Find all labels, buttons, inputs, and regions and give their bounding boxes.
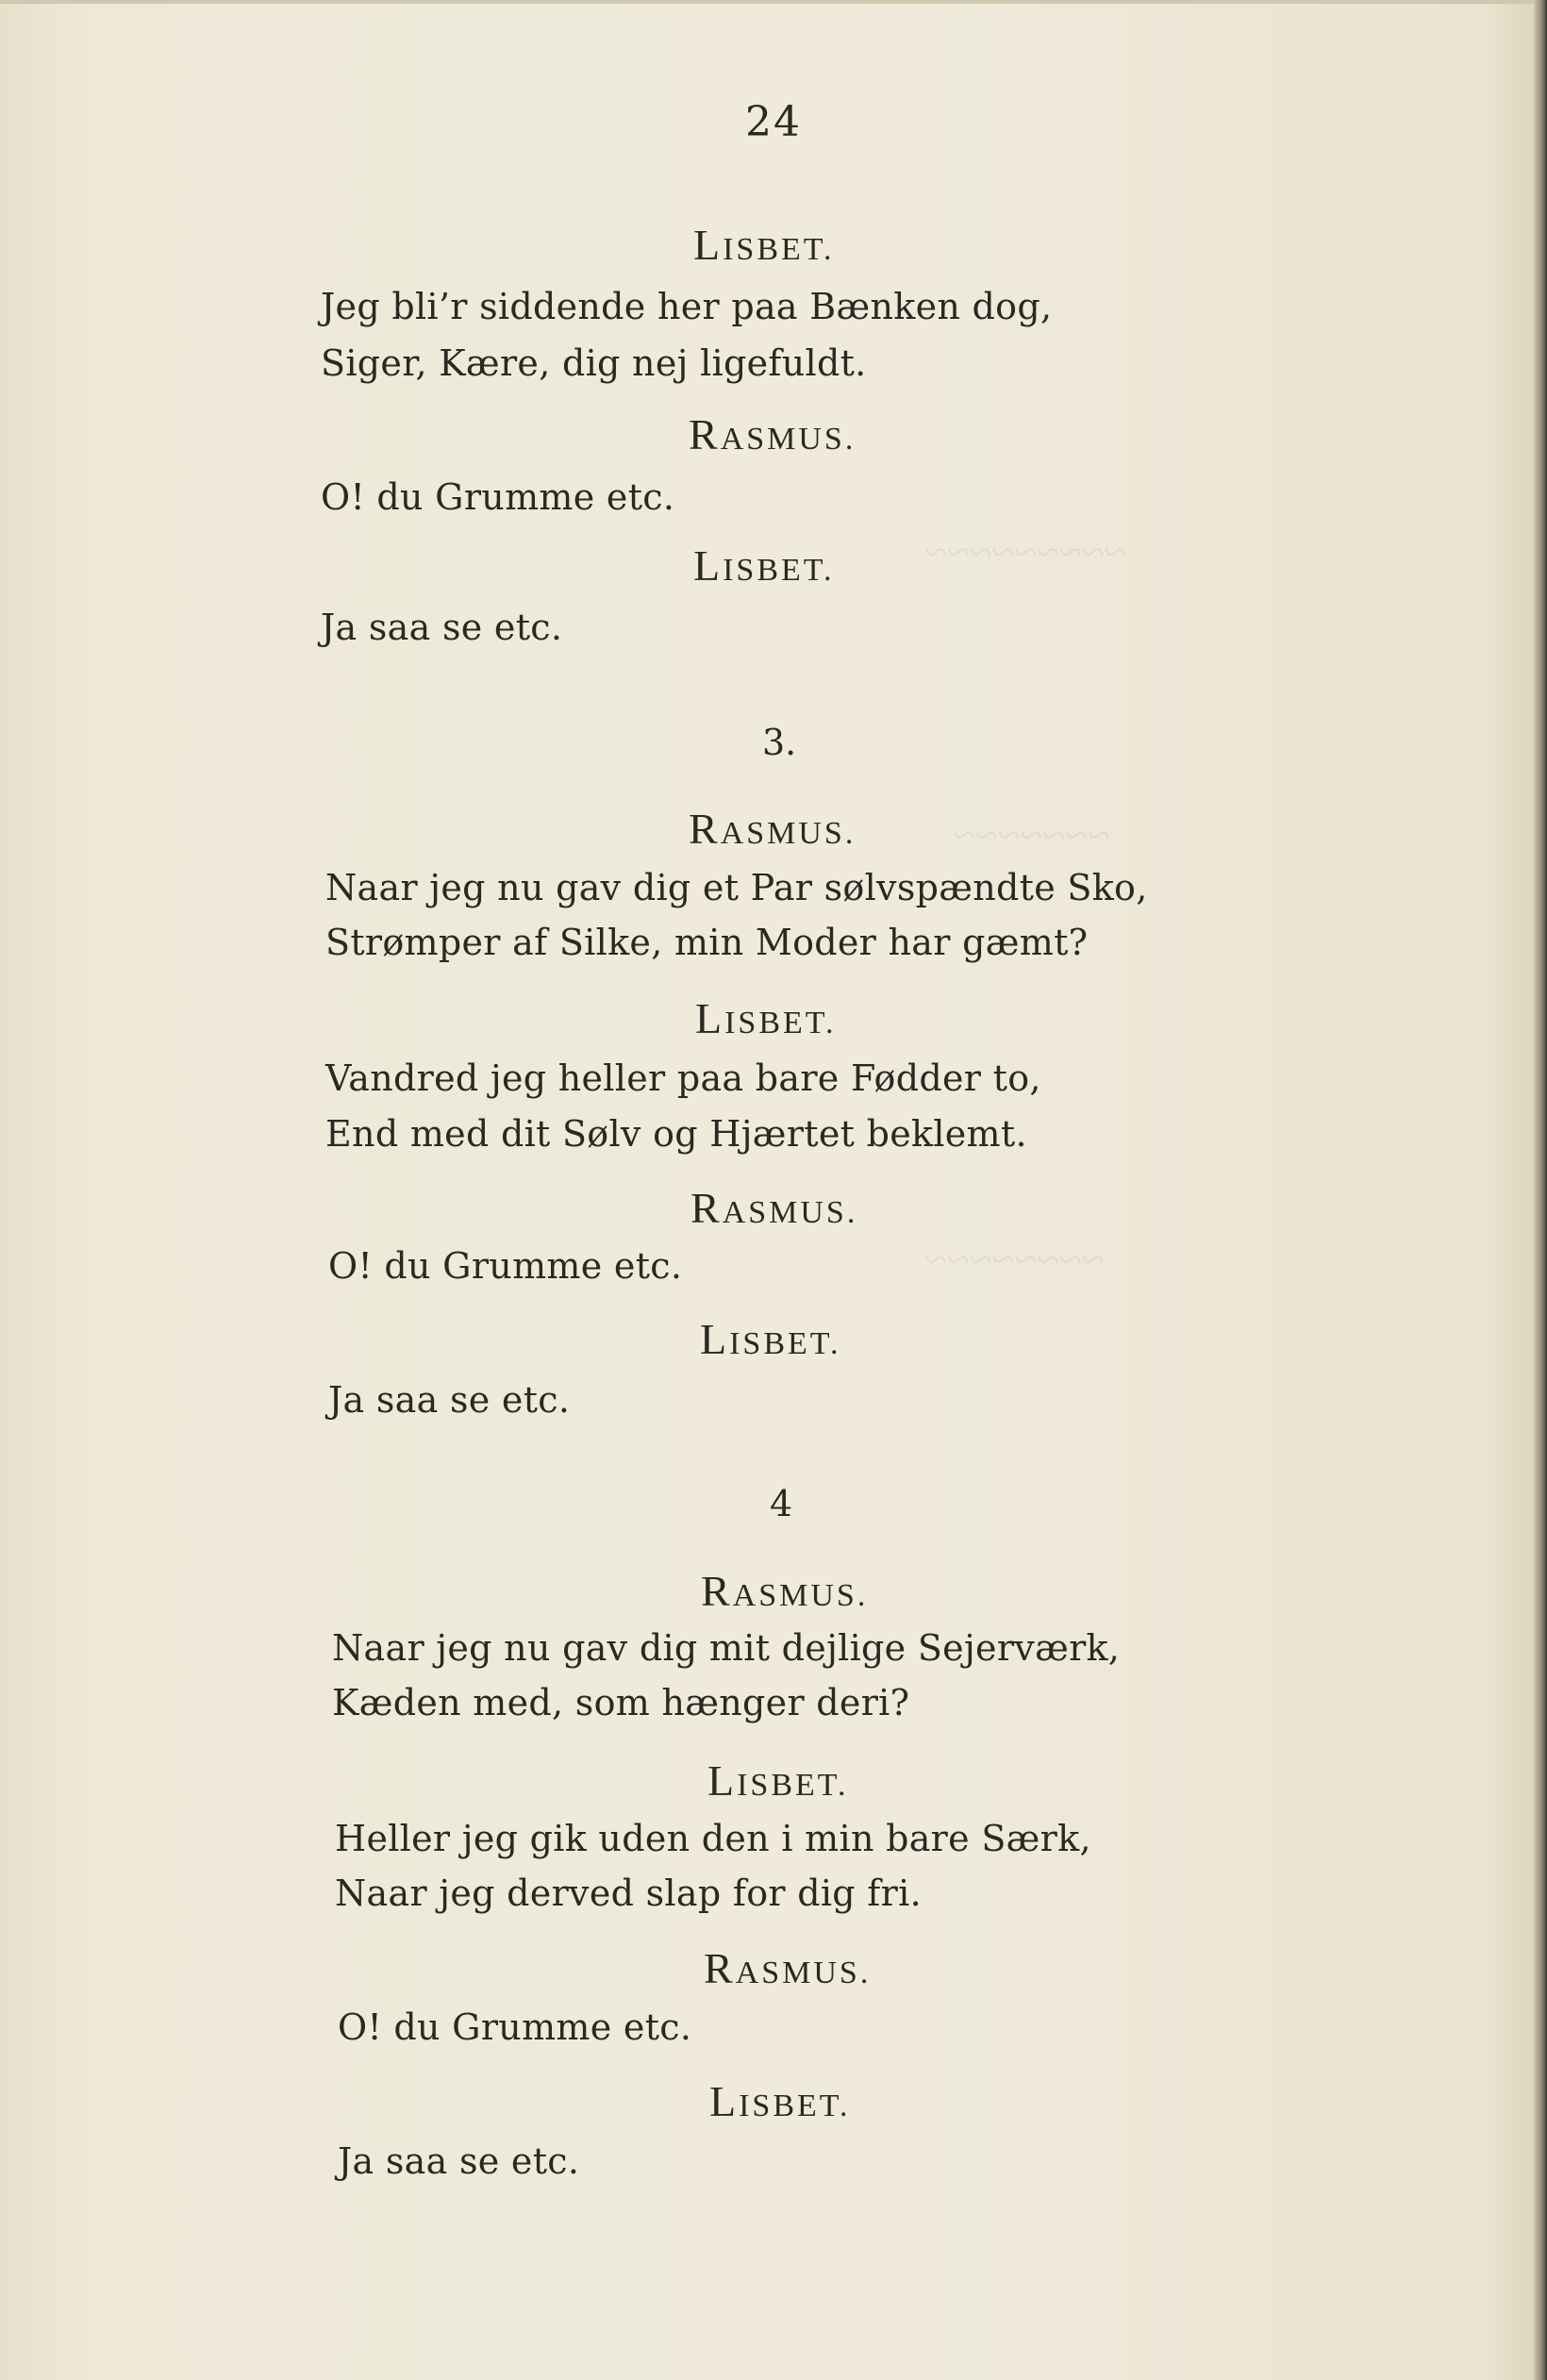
speaker-heading — [700, 1315, 841, 1363]
speaker-rest: ISBET. — [723, 232, 835, 267]
speaker-heading — [707, 1756, 849, 1805]
speaker-heading — [695, 994, 837, 1042]
speaker-heading — [701, 1567, 869, 1615]
speaker-heading — [690, 1184, 858, 1232]
verse-line: Naar jeg derved slap for dig fri. — [335, 1872, 922, 1914]
speaker-rest: ISBET. — [729, 1326, 841, 1361]
verse-line: Jeg bli’r siddende her paa Bænken dog, — [321, 286, 1053, 327]
verse-line: Ja saa se etc. — [338, 2140, 580, 2182]
speaker-initial: R — [689, 805, 721, 853]
verse-line: Naar jeg nu gav dig mit dejlige Sejerværk, — [332, 1627, 1121, 1669]
speaker-heading — [689, 410, 857, 458]
page-number: 24 — [745, 98, 802, 146]
stanza-number: 3. — [762, 722, 797, 763]
speaker-initial: R — [690, 1184, 723, 1232]
speaker-initial: R — [701, 1567, 733, 1615]
verse-line: Vandred jeg heller paa bare Fødder to, — [325, 1057, 1041, 1099]
speaker-heading — [693, 221, 835, 269]
verse-line: Heller jeg gik uden den i min bare Særk, — [335, 1818, 1091, 1859]
verse-line: O! du Grumme etc. — [328, 1245, 683, 1287]
verse-line: Ja saa se etc. — [321, 607, 563, 648]
speaker-heading — [704, 1944, 872, 1992]
speaker-rest: ISBET. — [724, 1006, 837, 1040]
speaker-initial: L — [709, 2077, 740, 2125]
speaker-initial: L — [695, 994, 725, 1042]
speaker-rest: ASMUS. — [732, 1578, 869, 1613]
speaker-initial: L — [693, 541, 724, 590]
verse-line: O! du Grumme etc. — [321, 476, 675, 518]
speaker-rest: ISBET. — [737, 1768, 849, 1803]
verse-line: Strømper af Silke, min Moder har gæmt? — [325, 922, 1089, 963]
stanza-number: 4 — [770, 1483, 793, 1524]
bleed-through-decoration: ~~~~~~~~~ — [924, 529, 1127, 575]
speaker-initial: R — [689, 410, 721, 458]
speaker-heading — [709, 2077, 851, 2125]
verse-line: End med dit Sølv og Hjærtet beklemt. — [325, 1113, 1027, 1155]
verse-line: Kæden med, som hænger deri? — [332, 1682, 910, 1723]
speaker-heading — [693, 541, 835, 590]
speaker-initial: R — [704, 1944, 736, 1992]
speaker-initial: L — [707, 1756, 738, 1805]
speaker-rest: ASMUS. — [720, 816, 857, 851]
bleed-through-decoration: ~~~~~~~~ — [924, 1237, 1105, 1283]
bleed-through-decoration: ~~~~~~~ — [953, 812, 1110, 858]
speaker-rest: ASMUS. — [720, 422, 857, 457]
verse-line: Ja saa se etc. — [328, 1379, 571, 1421]
book-spine-shadow — [1534, 0, 1547, 2380]
verse-line: O! du Grumme etc. — [338, 2006, 692, 2048]
speaker-heading — [689, 807, 856, 851]
page-top-edge — [0, 0, 1547, 4]
speaker-rest: ASMUS. — [735, 1956, 872, 1990]
speaker-initial: L — [693, 221, 724, 269]
verse-line: Naar jeg nu gav dig et Par sølvspændte Sko, — [325, 867, 1148, 908]
verse-line: Siger, Kære, dig nej ligefuldt. — [321, 342, 867, 384]
speaker-initial: L — [700, 1315, 730, 1363]
speaker-rest: ISBET. — [739, 2089, 851, 2123]
speaker-rest: ISBET. — [723, 553, 835, 588]
speaker-rest: ASMUS. — [722, 1195, 858, 1230]
